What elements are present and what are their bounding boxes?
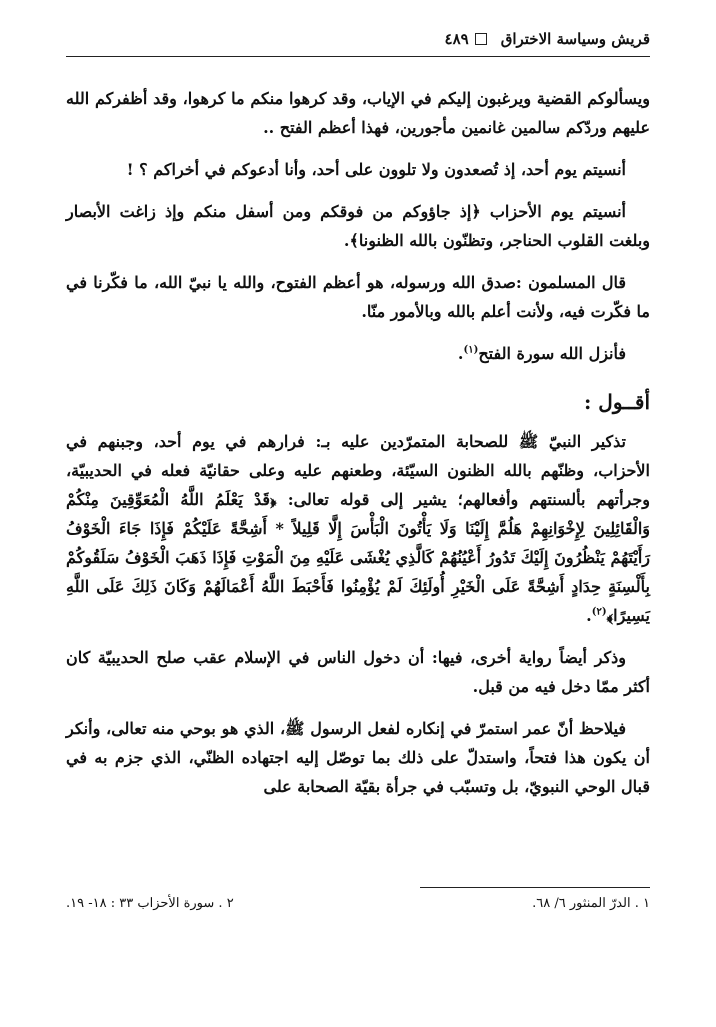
paragraph-5-text: فأنزل الله سورة الفتح [478, 344, 626, 363]
paragraph-6 [66, 427, 650, 630]
header-separator-box [475, 33, 487, 45]
paragraph-8: فيلاحظ أنّ عمر استمرّ في إنكاره لفعل الرسول ﷺ، الذي هو بوحي منه تعالى، وأنكر أن يكون هذا فتحاً، واستدلّ على ذلك بما توصّل إليه اجتهاده الظنّي، الذي جزم به في قبال الوحي النبويّ، بل وتسبّب في جرأة بقيّة الصحابة على [66, 719, 650, 796]
footnote-ref-2: (٢) [591, 606, 607, 618]
footnote-2: ٢ . سورة الأحزاب ٣٣ : ١٨- ١٩. [66, 896, 234, 911]
paragraph-2: أنسيتم يوم أحد، إذ تُصعدون ولا تلوون على أحد، وأنا أدعوكم في أخراكم ؟ ! [126, 160, 626, 179]
paragraph-5 [66, 339, 650, 368]
page-number: ٤٨٩ [444, 30, 469, 48]
paragraph-4: قال المسلمون :صدق الله ورسوله، هو أعظم الفتوح، والله يا نبيّ الله، ما فكّرنا في ما فكّرت فيه، ولأنت أعلم بالله وبالأمور منّا. [66, 273, 650, 321]
paragraph-1: ويسألوكم القضية ويرغبون إليكم في الإياب، وقد كرهوا منكم ما كرهوا، وقد أظفركم الله عليهم وردّكم سالمين غانمين مأجورين، فهذا أعظم الفتح .. [66, 89, 650, 137]
paragraph-6-text: تذكير النبيّ ﷺ للصحابة المتمرّدين عليه بـ: فرارهم في يوم أحد، وجبنهم في الأحزاب، وظنّهم بالله الظنون السيّئة، وطعنهم عليه وعلى حقانيّة فعله في الحديبيّة، وجرأتهم بألسنتهم وأفعالهم؛ يشير إلى قوله تعالى: ﴿قَدْ يَعْلَمُ اللَّهُ الْمُعَوِّقِينَ مِنْكُمْ وَالْقَائِلِينَ لِإِخْوَانِهِمْ هَلُمَّ إِلَيْنَا وَلَا يَأْتُونَ الْبَأْسَ إِلَّا قَلِيلاً * أَشِحَّةً عَلَيْكُمْ فَإِذَا جَاءَ الْخَوْفُ رَأَيْتَهُمْ يَنْظُرُونَ إِلَيْكَ تَدُورُ أَعْيُنُهُمْ كَالَّذِي يُغْشَى عَلَيْهِ مِنَ الْمَوْتِ فَإِذَا ذَهَبَ الْخَوْفُ سَلَقُوكُمْ بِأَلْسِنَةٍ حِدَادٍ أَشِحَّةً عَلَى الْخَيْرِ أُولَئِكَ لَمْ يُؤْمِنُوا فَأَحْبَطَ اللَّهُ أَعْمَالَهُمْ وَكَانَ ذَلِكَ عَلَى اللَّهِ يَسِيرًا﴾ [66, 432, 650, 625]
footnotes [66, 896, 650, 911]
paragraph-5-end: . [457, 344, 464, 363]
paragraph-3: أنسيتم يوم الأحزاب ﴿إذ جاؤوكم من فوقكم ومن أسفل منكم وإذ زاغت الأبصار وبلغت القلوب الحناجر، وتظنّون بالله الظنونا﴾. [66, 202, 650, 250]
footnote-divider [420, 887, 650, 888]
page-body [66, 84, 650, 814]
paragraph-6-end: . [586, 606, 592, 625]
footnote-1: ١ . الدرّ المنثور ٦/ ٦٨. [532, 896, 650, 911]
section-title: أقــول : [583, 390, 650, 414]
paragraph-7: وذكر أيضاً رواية أخرى، فيها: أن دخول الناس في الإسلام عقب صلح الحديبيّة كان أكثر ممّا دخل فيه من قبل. [66, 648, 650, 696]
running-header [66, 22, 650, 57]
header-title: قريش وسياسة الاختراق [500, 30, 650, 48]
footnote-ref-1: (١) [463, 344, 479, 356]
